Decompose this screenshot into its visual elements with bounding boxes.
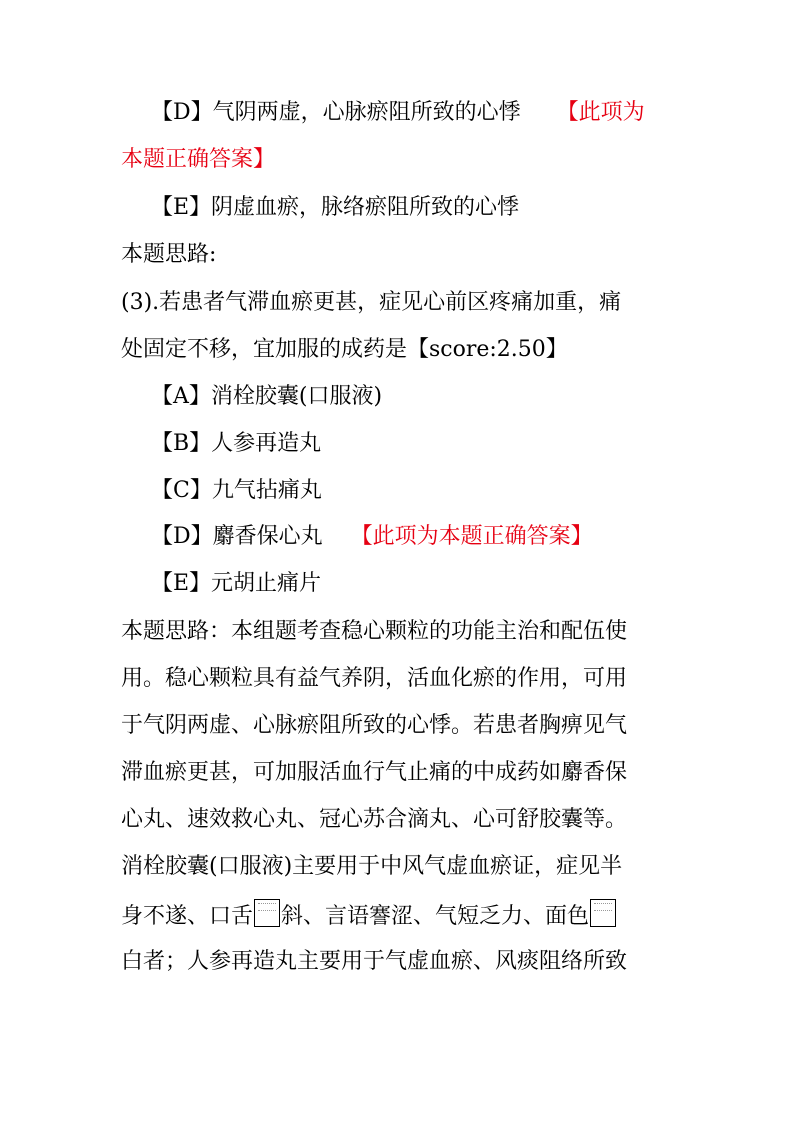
missing-glyph-placeholder bbox=[254, 899, 280, 927]
explanation-line8: 白者；人参再造丸主要用于气虚血瘀、风痰阻络所致 bbox=[121, 949, 628, 974]
q3-option-e: 【E】元胡止痛片 bbox=[151, 571, 322, 596]
q3-option-d bbox=[151, 522, 593, 552]
q2-option-e: 【E】阴虚血瘀，脉络瘀阻所致的心悸 bbox=[151, 195, 520, 220]
q2-option-d-correct-marker-cont: 本题正确答案】 bbox=[121, 147, 276, 172]
q2-option-d-correct-marker: 【此项为 bbox=[556, 100, 645, 125]
q3-option-c: 【C】九气拈痛丸 bbox=[151, 478, 322, 503]
q3-stem-line1: (3).若患者气滞血瘀更甚，症见心前区疼痛加重，痛 bbox=[121, 290, 622, 315]
explanation-line7-a: 身不遂、口舌 bbox=[121, 904, 254, 929]
explanation-line4: 滞血瘀更甚，可加服活血行气止痛的中成药如麝香保 bbox=[121, 760, 628, 785]
q3-stem-line2: 处固定不移，宜加服的成药是【score:2.50】 bbox=[121, 337, 568, 362]
q2-explanation-label: 本题思路: bbox=[121, 242, 217, 267]
q2-option-d-label: 【D】气阴两虚，心脉瘀阻所致的心悸 bbox=[151, 100, 521, 125]
missing-glyph-placeholder bbox=[590, 899, 616, 927]
explanation-line3: 于气阴两虚、心脉瘀阻所致的心悸。若患者胸痹见气 bbox=[121, 713, 628, 738]
q2-option-d bbox=[151, 98, 645, 128]
explanation-line6: 消栓胶囊(口服液)主要用于中风气虚血瘀证，症见半 bbox=[121, 854, 623, 879]
q3-option-b: 【B】人参再造丸 bbox=[151, 431, 322, 456]
q3-option-a: 【A】消栓胶囊(口服液) bbox=[151, 384, 383, 409]
q3-option-d-correct-marker: 【此项为本题正确答案】 bbox=[350, 524, 593, 549]
explanation-line7 bbox=[121, 899, 617, 932]
explanation-line2: 用。稳心颗粒具有益气养阴，活血化瘀的作用，可用 bbox=[121, 666, 628, 691]
q3-option-d-label: 【D】麝香保心丸 bbox=[151, 524, 323, 549]
explanation-line7-b: 斜、言语謇涩、气短乏力、面色 bbox=[281, 904, 590, 929]
explanation-line5: 心丸、速效救心丸、冠心苏合滴丸、心可舒胶囊等。 bbox=[121, 807, 628, 832]
explanation-line1: 本题思路：本组题考查稳心颗粒的功能主治和配伍使 bbox=[121, 619, 628, 644]
